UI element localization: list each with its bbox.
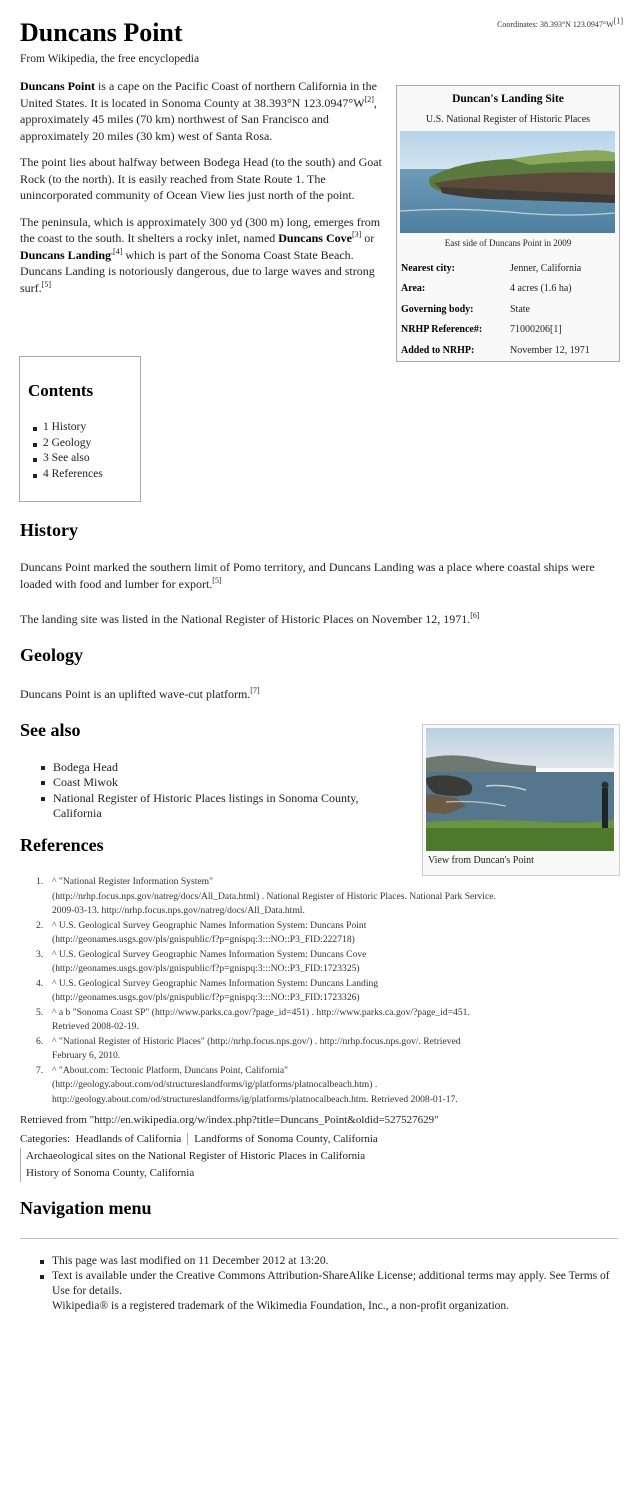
reference-text[interactable]: http://geology.about.com/od/structureslandforms/ig/platforms/platnocalbeach.htm. Retrieved 2008-01-17. <box>52 1093 458 1105</box>
categories-box <box>20 1131 378 1182</box>
infobox-photo[interactable] <box>400 131 615 233</box>
see-also-item[interactable]: Coast Miwok <box>39 775 369 790</box>
page-title: Duncans Point <box>20 18 183 47</box>
reference-text[interactable]: (http://nrhp.focus.nps.gov/natreg/docs/All_Data.html) . National Register of Historic Places. National Park Service. <box>52 890 496 902</box>
reference-item <box>20 875 620 919</box>
coordinates-ref[interactable]: [1] <box>613 16 623 26</box>
see-also-item[interactable]: Bodega Head <box>39 760 369 775</box>
infobox-row <box>401 320 615 341</box>
infobox-value: 4 acres (1.6 ha) <box>510 283 572 295</box>
reference-number: 4. <box>36 977 44 989</box>
reference-text[interactable]: ^ U.S. Geological Survey Geographic Names Information System: Duncans Cove <box>52 948 367 960</box>
reference-text[interactable]: (http://geonames.usgs.gov/pls/gnispublic/f?p=gnispq:3:::NO::P3_FID:222718) <box>52 934 355 945</box>
category-separator <box>187 1133 188 1145</box>
infobox-title: Duncan's Landing Site <box>452 93 564 105</box>
categories-row <box>20 1165 378 1182</box>
intro-text: The peninsula, which is approximately 300 yd (300 m) long, emerges from the coast to the south. It shelters a rocky inlet, named <box>20 214 381 245</box>
navigation-menu-heading: Navigation menu <box>20 1198 152 1218</box>
reference-number: 6. <box>36 1035 44 1047</box>
infobox-row <box>401 340 615 361</box>
infobox-value: 71000206[1] <box>510 324 562 336</box>
footer-trademark: Wikipedia® is a registered trademark of the Wikimedia Foundation, Inc., a non-profit organization. <box>52 1300 510 1312</box>
thumbnail-photo-art <box>426 728 614 851</box>
reference-text[interactable]: ^ "About.com: Tectonic Platform, Duncans Point, California" <box>52 1064 289 1076</box>
toc-item-references[interactable]: 4 References <box>33 467 103 483</box>
reference-number: 1. <box>36 876 44 887</box>
infobox-subtitle[interactable]: U.S. National Register of Historic Places <box>425 114 591 125</box>
footer-list <box>38 1254 623 1314</box>
reference-text: Retrieved 2008-02-19. <box>52 1021 139 1032</box>
ref-link[interactable]: [2] <box>364 94 374 104</box>
infobox-key[interactable]: NRHP Reference#: <box>401 324 483 336</box>
reference-item <box>20 1035 620 1064</box>
reference-text[interactable]: ^ "National Register of Historic Places" (http://nrhp.focus.nps.gov/) . http://nrhp.focus.nps.gov/. Retrieved <box>52 1035 461 1047</box>
reference-number: 2. <box>36 919 44 931</box>
footer-last-modified: This page was last modified on 11 December 2012 at 13:20. <box>38 1254 623 1269</box>
history-text: The landing site was listed in the National Register of Historic Places on November 12, 1971. <box>20 612 471 626</box>
ref-link[interactable]: [7] <box>250 686 260 695</box>
reference-text[interactable]: (http://geology.about.com/od/structureslandforms/ig/platforms/platnocalbeach.htm) . <box>52 1079 378 1090</box>
infobox-value: November 12, 1971 <box>510 344 590 356</box>
reference-item <box>20 1064 620 1108</box>
footer-license[interactable]: Text is available under the Creative Commons Attribution-ShareAlike License; additional terms may apply. See Terms of Use for details. <box>38 1269 623 1299</box>
ref-link[interactable]: ,[4] <box>111 246 123 256</box>
infobox-row <box>401 299 615 320</box>
toc-list <box>33 420 103 482</box>
references-list <box>20 875 620 1107</box>
history-paragraph-1 <box>20 559 595 593</box>
reference-item <box>20 948 620 977</box>
intro-section <box>20 78 386 306</box>
reference-text[interactable]: ^ "National Register Information System" <box>52 876 214 887</box>
see-also-item[interactable]: National Register of Historic Places listings in Sonoma County, California <box>39 791 369 822</box>
toc-item-geology[interactable]: 2 Geology <box>33 436 103 452</box>
intro-text: which is part of the Sonoma Coast State Beach. Duncans Landing is notoriously dangerous, due to large waves and strong surf. <box>20 247 375 295</box>
bold-term: Duncans Cove <box>278 231 352 245</box>
tagline: From Wikipedia, the free encyclopedia <box>20 53 200 65</box>
references-heading: References <box>20 835 104 855</box>
infobox-value: State <box>510 303 530 315</box>
coordinates[interactable] <box>497 16 623 29</box>
infobox-key: Governing body: <box>401 303 474 315</box>
infobox-key: Added to NRHP: <box>401 344 475 356</box>
reference-text[interactable]: (http://geonames.usgs.gov/pls/gnispublic/f?p=gnispq:3:::NO::P3_FID:1723326) <box>52 992 360 1003</box>
thumbnail-figure <box>422 724 620 876</box>
intro-text: is a cape on the Pacific Coast of northern California in the United States. It is located in Sonoma County at 38.393°N 123.0947°W <box>20 79 377 110</box>
geology-heading: Geology <box>20 645 83 665</box>
categories-row <box>20 1131 378 1148</box>
see-also-list <box>39 760 369 821</box>
history-heading: History <box>20 520 78 540</box>
thumbnail-photo[interactable] <box>426 728 614 851</box>
infobox-photo-art <box>400 131 615 233</box>
reference-text[interactable]: ^ U.S. Geological Survey Geographic Names Information System: Duncans Landing <box>52 977 379 989</box>
categories-label[interactable]: Categories: <box>20 1133 71 1145</box>
infobox-table <box>401 258 615 361</box>
category-link[interactable]: Archaeological sites on the National Register of Historic Places in California <box>26 1150 366 1162</box>
reference-text[interactable]: 2009-03-13. http://nrhp.focus.nps.gov/natreg/docs/All_Data.html. <box>52 905 305 916</box>
geology-text: Duncans Point is an uplifted wave-cut platform. <box>20 687 251 701</box>
thumbnail-caption: View from Duncan's Point <box>428 855 534 866</box>
reference-number: 7. <box>36 1064 44 1076</box>
reference-text[interactable]: (http://geonames.usgs.gov/pls/gnispublic/f?p=gnispq:3:::NO::P3_FID:1723325) <box>52 963 360 974</box>
ref-link[interactable]: [5] <box>41 279 51 289</box>
bold-term: Duncans Landing <box>20 247 112 262</box>
reference-text[interactable]: ^ a b "Sonoma Coast SP" (http://www.parks.ca.gov/?page_id=451) . http://www.parks.ca.gov/?page_id=451. <box>52 1006 470 1018</box>
see-also-heading: See also <box>20 720 81 740</box>
ref-link[interactable]: [5] <box>212 576 222 585</box>
table-of-contents <box>19 356 141 502</box>
infobox-caption: East side of Duncans Point in 2009 <box>444 238 572 248</box>
intro-paragraph-2: The point lies about halfway between Bodega Head (to the south) and Goat Rock (to the north). It is easily reached from State Route 1. The unincorporated community of Ocean View lies just north of the point. <box>20 155 382 202</box>
reference-text[interactable]: ^ U.S. Geological Survey Geographic Names Information System: Duncans Point <box>52 919 367 931</box>
reference-number: 5. <box>36 1006 44 1018</box>
intro-text: , approximately 45 miles (70 km) northwest of San Francisco and approximately 20 miles (30 km) west of Santa Rosa. <box>20 95 377 143</box>
infobox-key: Area: <box>401 283 426 295</box>
reference-item <box>20 977 620 1006</box>
category-link[interactable]: Landforms of Sonoma County, California <box>194 1133 378 1145</box>
infobox-row <box>401 258 615 279</box>
divider <box>20 1238 618 1239</box>
reference-item <box>20 919 620 948</box>
infobox-row <box>401 279 615 300</box>
ref-link[interactable]: [3] <box>351 230 362 239</box>
infobox <box>396 85 620 362</box>
toc-title: Contents <box>28 381 94 400</box>
ref-link[interactable]: [6] <box>470 611 480 620</box>
intro-bold-term: Duncans Point <box>20 79 96 93</box>
history-paragraph-2 <box>20 611 615 628</box>
reference-number: 3. <box>36 948 44 960</box>
geology-paragraph <box>20 686 520 703</box>
intro-paragraph-1 <box>20 78 386 144</box>
category-link[interactable]: History of Sonoma County, California <box>26 1167 195 1179</box>
retrieved-from[interactable]: Retrieved from "http://en.wikipedia.org/w/index.php?title=Duncans_Point&oldid=527527629" <box>20 1114 439 1126</box>
intro-paragraph-3 <box>20 214 386 297</box>
toc-item-history[interactable]: 1 History <box>33 420 103 436</box>
coordinates-text[interactable]: Coordinates: 38.393°N 123.0947°W <box>497 20 614 29</box>
infobox-value[interactable]: Jenner, California <box>510 262 582 274</box>
reference-item <box>20 1006 620 1035</box>
categories-row <box>20 1148 378 1165</box>
toc-item-see-also[interactable]: 3 See also <box>33 451 103 467</box>
category-link[interactable]: Headlands of California <box>75 1133 182 1145</box>
infobox-key: Nearest city: <box>401 262 455 274</box>
intro-text: or <box>361 231 375 245</box>
history-text: Duncans Point marked the southern limit of Pomo territory, and Duncans Landing was a place where coastal ships were loaded with food and lumber for export. <box>20 560 595 591</box>
reference-text: February 6, 2010. <box>52 1050 121 1061</box>
